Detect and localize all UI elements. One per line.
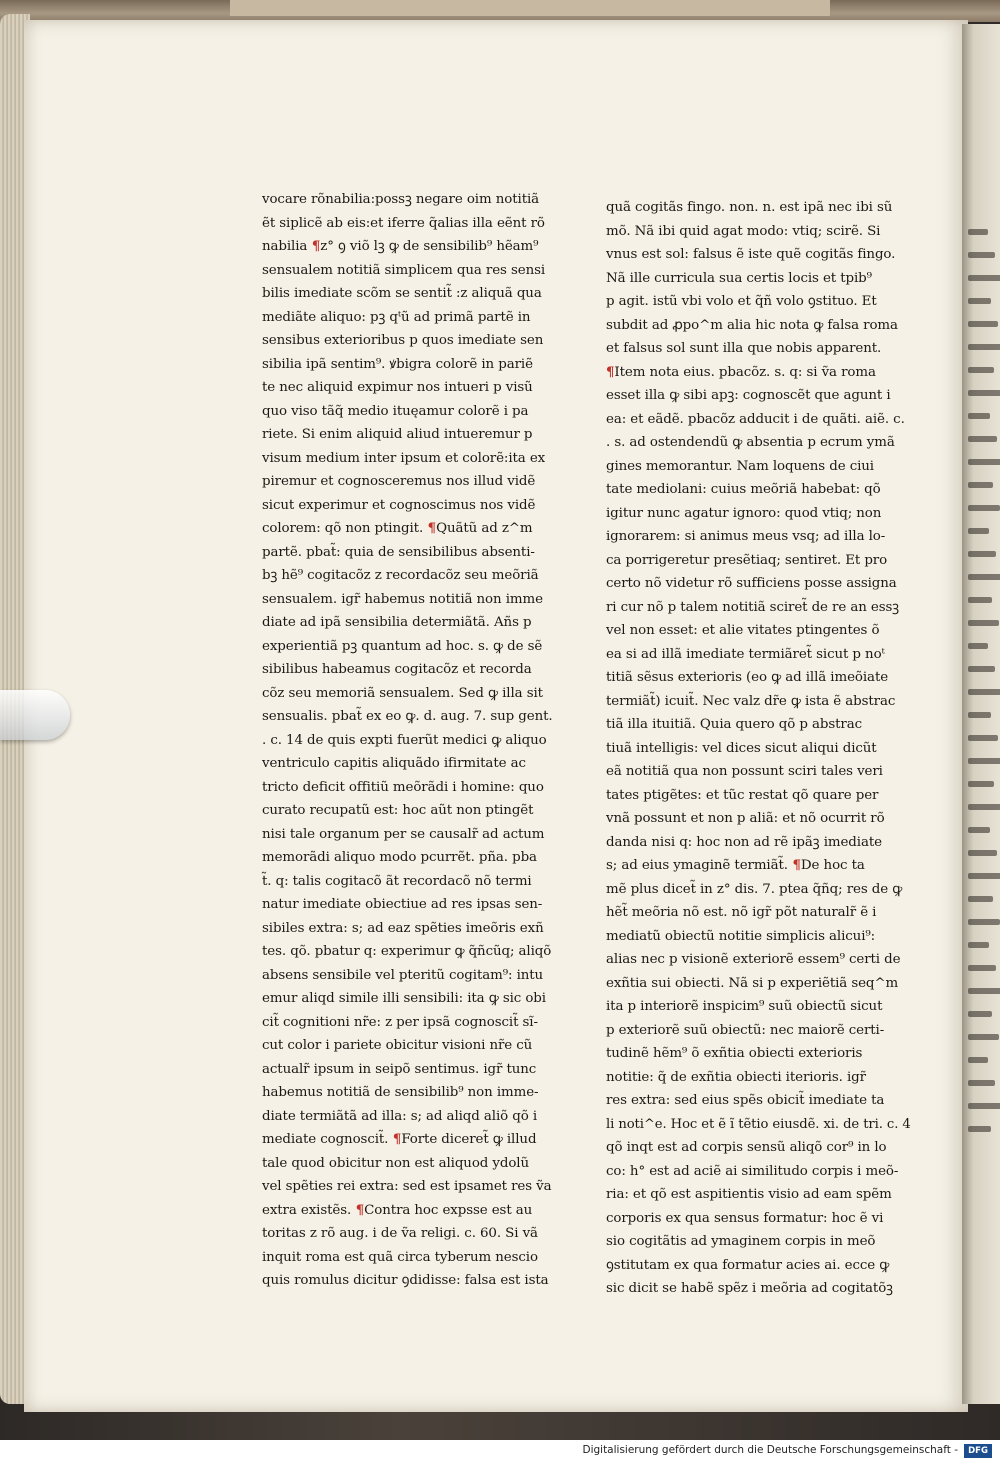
line-text: cõz seu memoriã sensualem. Sed ꝙ illa sit	[262, 685, 543, 701]
line-text: tes. qõ. pbatur q: experimur ꝙ q̃ñcũq; aliqõ	[262, 944, 552, 959]
line-text: nabilia	[262, 239, 308, 254]
text-line	[606, 925, 911, 949]
facing-page-text-fragment	[968, 1034, 999, 1040]
text-line	[606, 596, 911, 620]
text-line	[262, 353, 572, 377]
line-text: li noti^e. Hoc et ẽ ĩ tẽtio eiusdẽ. xi. de tri. c. 4	[606, 1116, 911, 1132]
line-text: titiã sẽsus exterioris (eo ꝙ ad illã imeõiate	[606, 670, 889, 685]
line-text: mẽ plus dicet̃ in z° dis. 7. ptea q̃ñq; res de ꝙ	[606, 881, 903, 897]
facing-page-text-fragment	[968, 551, 996, 557]
text-line	[606, 1183, 911, 1207]
line-text: vel spẽties rei extra: sed est ipsamet res ṽa	[262, 1179, 552, 1194]
text-line	[606, 220, 911, 244]
line-text: mediãte aliquo: pꝫ qᵗũ ad primã partẽ in	[262, 309, 531, 325]
text-line	[606, 643, 911, 667]
facing-page-text-fragment	[968, 413, 990, 419]
line-text: tate mediolani: cuius meõriã habebat: qõ	[606, 482, 881, 497]
line-text: Nã ille curricula sua certis locis et tpib⁹	[606, 270, 872, 286]
text-line	[262, 212, 572, 236]
facing-page-text-fragment	[968, 735, 998, 741]
text-line	[262, 893, 572, 917]
text-line	[262, 306, 572, 330]
text-line	[606, 1042, 911, 1066]
line-text: bꝫ hẽ⁹ cogitacõz z recordacõz seu meõriã	[262, 568, 539, 583]
line-text: tale quod obicitur non est aliquod ydolũ	[262, 1155, 530, 1171]
line-text: ea si ad illã imediate termiãret̃ sicut p noᵗ	[606, 646, 885, 662]
text-line	[606, 1019, 911, 1043]
line-text: natur imediate obiectiue ad res ipsas sen-	[262, 897, 543, 912]
line-text: ignorarem: si animus meus vsq; ad illa lo-	[606, 529, 886, 544]
text-line	[606, 878, 911, 902]
line-text: partẽ. pbat̃: quia de sensibilibus absenti-	[262, 544, 535, 560]
line-text: habemus notitiã de sensibilib⁹ non imme-	[262, 1085, 539, 1100]
line-text: t̃. q: talis cogitacõ ãt recordacõ nõ termi	[262, 873, 532, 889]
facing-page-text-fragment	[968, 942, 989, 948]
facing-page-text-fragment	[968, 965, 996, 971]
line-text: certo nõ videtur rõ sufficiens posse assigna	[606, 576, 897, 591]
text-line	[606, 267, 911, 291]
text-line	[262, 1058, 572, 1082]
facing-page-text-fragment	[968, 919, 1000, 925]
text-line	[262, 870, 572, 894]
text-line	[262, 188, 572, 212]
line-text: gines memorantur. Nam loquens de ciui	[606, 458, 874, 474]
line-text: quo viso tãq̃ medio ituęamur colorẽ i pa	[262, 403, 529, 419]
text-line	[606, 408, 911, 432]
text-line	[606, 314, 911, 338]
text-line	[606, 1089, 911, 1113]
facing-page-text-fragment	[968, 597, 992, 603]
text-line	[606, 337, 911, 361]
text-line	[606, 431, 911, 455]
line-text: vel non esset: et alie vitates ptingentes õ	[606, 623, 880, 638]
pilcrow-mark: ¶	[423, 520, 437, 536]
facing-page-text-fragment	[968, 643, 988, 649]
line-text: igitur nunc agatur ignoro: quod vtiq; non	[606, 505, 882, 521]
facing-page-text-fragment	[968, 781, 994, 787]
line-text: ca porrigeretur presẽtiaq; sentiret. Et pro	[606, 552, 888, 568]
line-text: ꝯstitutam ex qua formatur acies ai. ecce ꝙ	[606, 1257, 890, 1273]
text-line	[606, 1066, 911, 1090]
text-line	[262, 964, 572, 988]
pilcrow-mark: ¶	[351, 1201, 365, 1218]
text-line	[262, 447, 572, 471]
text-line	[606, 1230, 911, 1254]
line-text: te nec aliquid expimur nos intueri p visũ	[262, 380, 533, 395]
text-column-right	[606, 196, 911, 1301]
line-text: ventriculo capitis aliquãdo ifirmitate ac	[262, 756, 526, 771]
pilcrow-mark: ¶	[307, 238, 321, 254]
text-line	[262, 611, 572, 635]
text-line	[606, 619, 911, 643]
line-text: quis romulus dicitur ꝯdidisse: falsa est ista	[262, 1273, 549, 1288]
facing-page-text-fragment	[968, 459, 1000, 465]
line-text: nisi tale organum per se causalr̃ ad actum	[262, 826, 545, 842]
line-text: tiã illa ituitiã. Quia quero qõ p abstrac	[606, 717, 862, 732]
line-text: cit̃ cognitioni nr̃e: z per ipsã cognoscit̃ sĩ-	[262, 1014, 538, 1030]
text-line	[606, 690, 911, 714]
text-line	[262, 259, 572, 283]
dfg-logo: DFG	[964, 1444, 992, 1458]
text-line	[262, 917, 572, 941]
text-line	[262, 1128, 572, 1152]
facing-page-text-fragment	[968, 666, 995, 672]
line-text: danda nisi q: hoc non ad rẽ ipãꝫ imediate	[606, 834, 882, 850]
facing-page-text-fragment	[968, 344, 1000, 350]
line-text: sibilibus habeamus cogitacõz et recorda	[262, 662, 532, 677]
text-line	[262, 282, 572, 306]
line-text: hẽt̃ meõria nõ est. nõ igr̃ põt naturalr̃ ẽ i	[606, 905, 877, 920]
text-line	[606, 384, 911, 408]
line-text: et falsus sol sunt illa que nobis apparent.	[606, 341, 882, 356]
text-line	[262, 588, 572, 612]
text-line	[262, 846, 572, 870]
facing-page-text-fragment	[968, 229, 988, 235]
text-line	[606, 1136, 911, 1160]
line-text: corporis ex qua sensus formatur: hoc ẽ vi	[606, 1210, 884, 1226]
facing-page-text-fragment	[968, 873, 1000, 879]
line-text: termiãt̃) icuit̃. Nec valz dr̃e ꝙ ista ẽ abstrac	[606, 693, 896, 709]
line-text: curato recupatũ est: hoc aũt non ptingẽt	[262, 803, 534, 818]
line-text: tates ptigẽtes: et tũc restat qõ quare per	[606, 787, 879, 803]
facing-page-text-fragment	[968, 436, 997, 442]
line-text: tudinẽ hẽm⁹ õ exñtia obiecti exterioris	[606, 1046, 863, 1061]
facing-page-text-fragment	[968, 390, 1000, 396]
text-line	[606, 549, 911, 573]
line-text: sensualem. igr̃ habemus notitiã non imme	[262, 591, 543, 607]
text-line	[606, 196, 911, 220]
text-line	[262, 635, 572, 659]
text-line	[262, 729, 572, 753]
text-line	[262, 799, 572, 823]
line-text: tricto deficit offitiũ meõrãdi i homine: quo	[262, 779, 544, 795]
text-line	[606, 243, 911, 267]
facing-page-text-fragment	[968, 804, 1000, 810]
text-line	[606, 361, 911, 385]
facing-page-edge	[962, 24, 1000, 1404]
line-text: . s. ad ostendendũ ꝙ absentia p ecrum ymã	[606, 435, 895, 450]
text-line	[606, 666, 911, 690]
line-text: sensualis. pbat̃ ex eo ꝙ. d. aug. 7. sup gent.	[262, 709, 553, 724]
line-text: . c. 14 de quis expti fuerũt medici ꝙ aliquo	[262, 732, 547, 748]
line-text: sibiles extra: s; ad eaz spẽties imeõris exñ	[262, 920, 544, 936]
text-line	[606, 972, 911, 996]
text-line	[262, 1152, 572, 1176]
line-text: piremur et cognosceremus nos illud vidẽ	[262, 474, 536, 489]
line-text: bilis imediate scõm se sentit̃ :z aliquã qua	[262, 286, 542, 301]
line-text: toritas z rõ aug. i de ṽa religi. c. 60. Si vã	[262, 1226, 538, 1241]
line-text: tiuã intelligis: vel dices sicut aliqui dicũt	[606, 740, 877, 756]
line-text: experientiã pꝫ quantum ad hoc. s. ꝙ de sẽ	[262, 638, 543, 654]
facing-page-text-fragment	[968, 321, 998, 327]
line-text: sensualem notitiã simplicem qua res sensi	[262, 262, 546, 278]
page-clip	[0, 690, 70, 740]
line-text: riete. Si enim aliquid aliud intueremur p	[262, 427, 533, 442]
text-line	[262, 705, 572, 729]
text-line	[262, 235, 572, 259]
facing-page-text-fragment	[968, 689, 1000, 695]
text-line	[606, 525, 911, 549]
text-line	[262, 400, 572, 424]
paragraph-start: z° ꝯ viõ lꝫ ꝙ de sensibilib⁹ hẽam⁹	[320, 239, 539, 254]
text-line	[262, 1034, 572, 1058]
pilcrow-mark: ¶	[606, 363, 615, 380]
line-text: vnus est sol: falsus ẽ iste quẽ cogitãs fingo.	[606, 247, 896, 262]
text-line	[606, 290, 911, 314]
text-line	[606, 737, 911, 761]
text-line	[606, 1207, 911, 1231]
line-text: sicut experimur et cognoscimus nos vidẽ	[262, 497, 536, 513]
text-line	[262, 470, 572, 494]
text-line	[606, 1254, 911, 1278]
paragraph-start: Contra hoc expsse est au	[364, 1202, 533, 1218]
paragraph-start: Quãtũ ad z^m	[436, 521, 533, 536]
funding-credit: Digitalisierung gefördert durch die Deutsche Forschungsgemeinschaft -	[582, 1444, 958, 1456]
line-text: co: h° est ad aciẽ ai similitudo corpis i meõ-	[606, 1163, 899, 1179]
line-text: sibilia ipã sentim⁹. ꝟbigra colorẽ in pariẽ	[262, 356, 533, 372]
facing-page-text-fragment	[968, 620, 999, 626]
text-line	[606, 831, 911, 855]
line-text: quã cogitãs fingo. non. n. est ipã nec ibi sũ	[606, 200, 893, 215]
line-text: esset illa ꝙ sibi apꝫ: cognoscẽt que agunt i	[606, 388, 891, 403]
line-text: ri cur nõ p talem notitiã sciret̃ de re an essꝫ	[606, 599, 899, 615]
text-line	[262, 776, 572, 800]
line-text: visum medium inter ipsum et colorẽ:ita ex	[262, 450, 546, 466]
pilcrow-mark: ¶	[388, 1131, 402, 1147]
facing-page-text-fragment	[968, 1080, 995, 1086]
text-line	[606, 1160, 911, 1184]
facing-page-text-fragment	[968, 850, 997, 856]
line-text: vnã possunt et non p aliã: et nõ ocurrit rõ	[606, 811, 885, 826]
line-text: vocare rõnabilia:possꝫ negare oim notitiã	[262, 192, 540, 207]
line-text: sensibus exterioribus p quos imediate sen	[262, 333, 544, 348]
line-text: sic dicit se habẽ spẽz i meõria ad cogitatõꝫ	[606, 1281, 893, 1296]
line-text: notitie: q̃ de exñtia obiecti iterioris. igr̃	[606, 1069, 866, 1085]
text-line	[262, 1081, 572, 1105]
line-text: ita p interiorẽ inspicim⁹ suũ obiectũ sicut	[606, 999, 883, 1014]
paragraph-start: Item nota eius. pbacõz. s. q: si ṽa roma	[614, 364, 876, 380]
line-text: subdit ad ꝓpo^m alia hic nota ꝙ falsa roma	[606, 317, 898, 333]
text-line	[606, 901, 911, 925]
facing-page-text-fragment	[968, 1011, 992, 1017]
facing-page-text-fragment	[968, 298, 991, 304]
text-line	[262, 1222, 572, 1246]
facing-page-text-fragment	[968, 1057, 988, 1063]
text-line	[262, 1199, 572, 1223]
text-line	[262, 494, 572, 518]
text-line	[262, 682, 572, 706]
text-line	[606, 502, 911, 526]
line-text: sio cogitãtis ad ymaginem corpis in meõ	[606, 1234, 876, 1249]
line-text: memorãdi aliquo modo pcurrẽt. pña. pba	[262, 850, 537, 865]
facing-page-text-fragment	[968, 252, 995, 258]
line-text: qõ inqt est ad corpis sensũ aliqõ cor⁹ in lo	[606, 1140, 887, 1155]
text-line	[262, 1011, 572, 1035]
text-line	[262, 329, 572, 353]
line-text: ẽt siplicẽ ab eis:et iferre q̃alias illa eẽnt rõ	[262, 215, 545, 231]
line-text: actualr̃ ipsum in seipõ sentimus. igr̃ tunc	[262, 1061, 537, 1077]
line-text: mediate cognoscit̃.	[262, 1132, 389, 1147]
text-line	[606, 948, 911, 972]
text-line	[262, 1175, 572, 1199]
line-text: ea: et eãdẽ. pbacõz adducit i de quãti. aiẽ. c.	[606, 411, 905, 427]
paragraph-start: Forte diceret̃ ꝙ illud	[401, 1132, 537, 1147]
text-line	[262, 564, 572, 588]
text-line	[262, 823, 572, 847]
text-line	[606, 1113, 911, 1137]
text-line	[606, 572, 911, 596]
pilcrow-mark: ¶	[787, 857, 801, 873]
text-column-left	[262, 188, 572, 1293]
facing-page-text-fragment	[968, 758, 1000, 764]
text-line	[606, 784, 911, 808]
text-line	[262, 1105, 572, 1129]
line-text: ria: et qõ est aspitientis visio ad eam spẽm	[606, 1187, 892, 1202]
facing-page-text-fragment	[968, 1126, 991, 1132]
line-text: absens sensibile vel pteritũ cogitam⁹: intu	[262, 967, 544, 983]
text-line	[606, 854, 911, 878]
line-text: exñtia sui obiecti. Nã si p experiẽtiã seq^m	[606, 975, 899, 991]
facing-page-text-fragment	[968, 988, 1000, 994]
facing-page-text-fragment	[968, 528, 989, 534]
facing-page-text-fragment	[968, 896, 993, 902]
text-line	[606, 807, 911, 831]
line-text: s; ad eius ymaginẽ termiãt̃.	[606, 858, 788, 873]
line-text: p agit. istũ vbi volo et q̃ñ volo ꝯstituo. Et	[606, 294, 877, 309]
facing-page-text-fragment	[968, 275, 1000, 281]
text-line	[262, 658, 572, 682]
line-text: mõ. Nã ibi quid agat modo: vtiq; scirẽ. Si	[606, 223, 881, 239]
line-text: diate ad ipã sensibilia determiãtã. Añs p	[262, 615, 532, 630]
text-line	[606, 995, 911, 1019]
text-line	[262, 987, 572, 1011]
paragraph-start: De hoc ta	[800, 858, 865, 873]
text-line	[262, 517, 572, 541]
facing-page-text-fragment	[968, 482, 993, 488]
line-text: mediatũ obiectũ notitie simplicis alicui⁹:	[606, 928, 876, 944]
line-text: res extra: sed eius spẽs obicit̃ imediate ta	[606, 1093, 885, 1108]
facing-page-text-fragment	[968, 712, 991, 718]
line-text: alias nec p visionẽ exteriorẽ essem⁹ certi de	[606, 952, 901, 967]
facing-page-text-fragment	[968, 574, 1000, 580]
line-text: cut color i pariete obicitur visioni nr̃e cũ	[262, 1038, 533, 1053]
line-text: extra existẽs.	[262, 1202, 352, 1218]
text-line	[262, 1269, 572, 1293]
facing-page-text-fragment	[968, 505, 1000, 511]
book-top-edge	[0, 0, 1000, 22]
text-line	[606, 478, 911, 502]
facing-page-text-fragment	[968, 827, 990, 833]
footer-bar	[0, 1440, 1000, 1462]
line-text: p exteriorẽ suũ obiectũ: nec maiorẽ certi-	[606, 1022, 885, 1038]
line-text: eã notitiã qua non possunt sciri tales veri	[606, 764, 883, 779]
text-line	[262, 940, 572, 964]
text-line	[606, 713, 911, 737]
text-line	[606, 760, 911, 784]
line-text: inquit roma est quã circa tyberum nescio	[262, 1249, 538, 1265]
text-line	[606, 1277, 911, 1301]
line-text: colorem: qõ non ptingit.	[262, 521, 424, 536]
text-line	[606, 455, 911, 479]
text-line	[262, 1246, 572, 1270]
line-text: emur aliqd simile illi sensibili: ita ꝙ sic obi	[262, 991, 546, 1006]
text-line	[262, 541, 572, 565]
text-line	[262, 752, 572, 776]
text-line	[262, 376, 572, 400]
text-line	[262, 423, 572, 447]
line-text: diate termiãtã ad illa: s; ad aliqd aliõ qõ i	[262, 1108, 538, 1124]
facing-page-text-fragment	[968, 1103, 1000, 1109]
facing-page-text-fragment	[968, 367, 994, 373]
